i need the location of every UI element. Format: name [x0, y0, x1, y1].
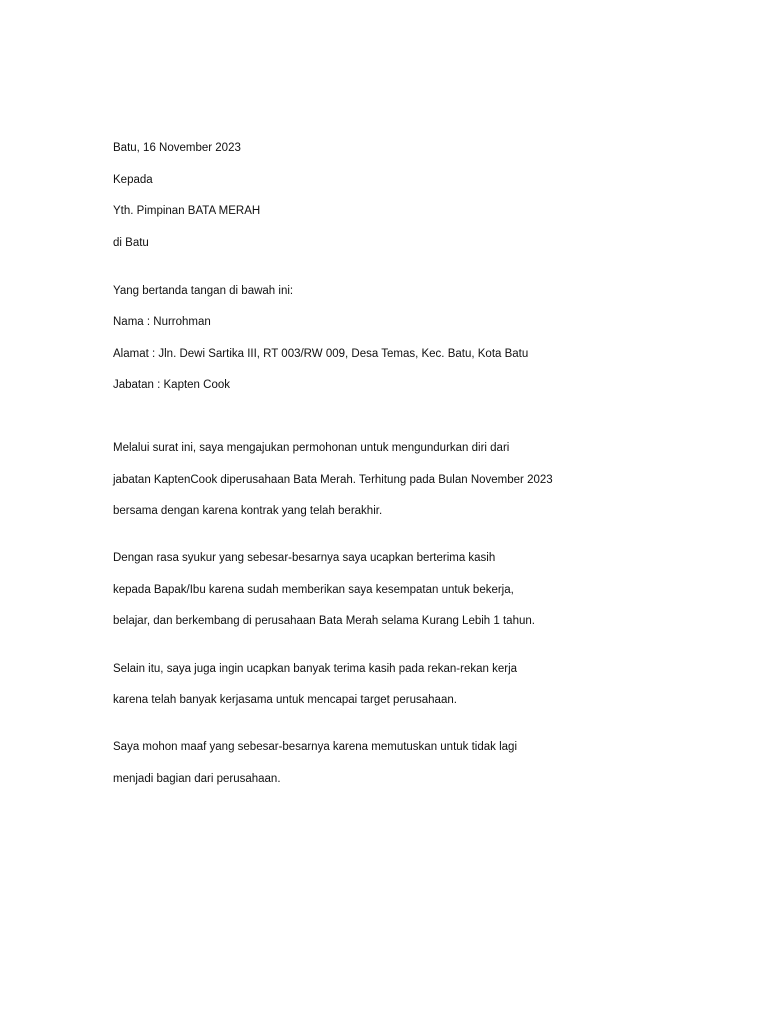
recipient-name: Yth. Pimpinan BATA MERAH — [113, 205, 261, 217]
paragraph-3-line-2: karena telah banyak kerjasama untuk mencapai target perusahaan. — [113, 694, 457, 706]
paragraph-3-line-1: Selain itu, saya juga ingin ucapkan banyak terima kasih pada rekan-rekan kerja — [113, 663, 518, 675]
paragraph-4-line-2: menjadi bagian dari perusahaan. — [113, 773, 281, 785]
paragraph-1-line-1: Melalui surat ini, saya mengajukan permohonan untuk mengundurkan diri dari — [113, 442, 510, 454]
recipient-location: di Batu — [113, 237, 149, 249]
identity-position: Jabatan : Kapten Cook — [113, 379, 230, 391]
paragraph-2-line-2: kepada Bapak/Ibu karena sudah memberikan saya kesempatan untuk bekerja, — [113, 584, 514, 596]
paragraph-4-line-1: Saya mohon maaf yang sebesar-besarnya karena memutuskan untuk tidak lagi — [113, 741, 518, 753]
recipient-salutation: Kepada — [113, 174, 153, 186]
paragraph-1-line-2: jabatan KaptenCook diperusahaan Bata Merah. Terhitung pada Bulan November 2023 — [113, 474, 553, 486]
paragraph-2-line-3: belajar, dan berkembang di perusahaan Bata Merah selama Kurang Lebih 1 tahun. — [113, 615, 535, 627]
place-date: Batu, 16 November 2023 — [113, 142, 241, 154]
identity-address: Alamat : Jln. Dewi Sartika III, RT 003/RW 009, Desa Temas, Kec. Batu, Kota Batu — [113, 348, 529, 360]
paragraph-2-line-1: Dengan rasa syukur yang sebesar-besarnya saya ucapkan berterima kasih — [113, 552, 496, 564]
intro-line: Yang bertanda tangan di bawah ini: — [113, 285, 294, 297]
identity-name: Nama : Nurrohman — [113, 316, 211, 328]
paragraph-1-line-3: bersama dengan karena kontrak yang telah berakhir. — [113, 505, 383, 517]
